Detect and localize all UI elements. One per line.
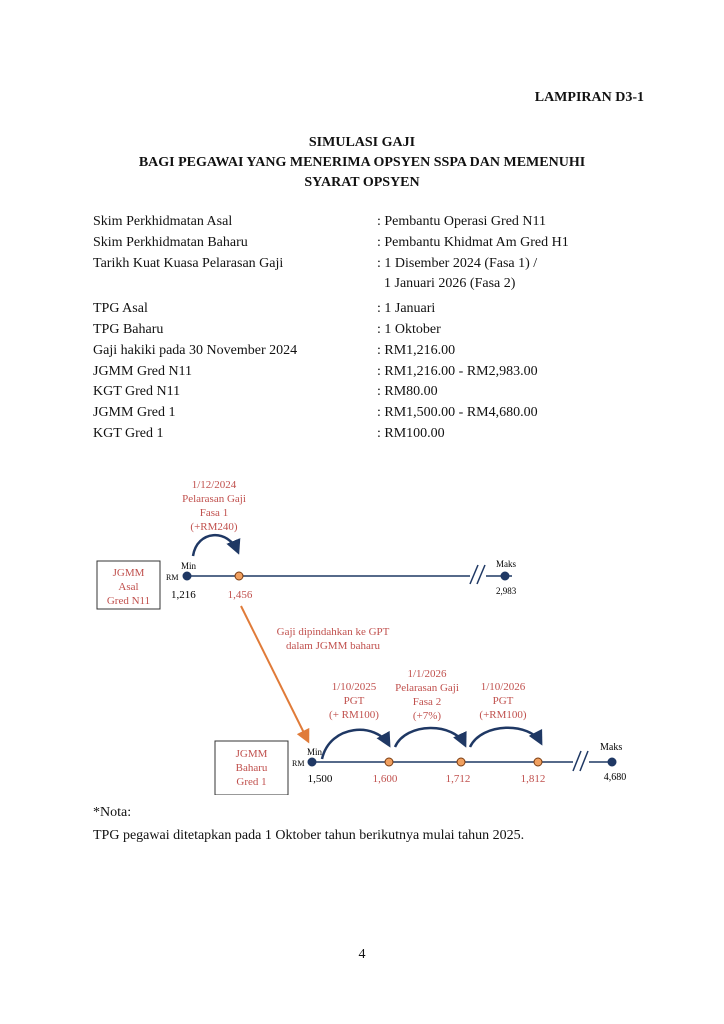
info-label: KGT Gred 1	[93, 425, 164, 441]
info-value: : 1 Januari	[377, 301, 436, 317]
title-line-3: SYARAT OPSYEN	[304, 175, 420, 190]
bottom-min-label: Min	[307, 747, 323, 757]
phase1-arrow	[193, 535, 238, 556]
top-break-mark	[477, 565, 485, 584]
bottom-step-dot	[385, 758, 393, 766]
info-row	[93, 341, 569, 362]
bottom-annotation-line: 1/10/2025	[331, 681, 377, 693]
bottom-annotation-line: PGT	[492, 695, 514, 707]
top-rm-label: RM	[166, 573, 179, 582]
bottom-value: 1,812	[520, 773, 546, 785]
transfer-note-line: dalam JGMM baharu	[285, 640, 381, 652]
bottom-break-mark	[573, 751, 581, 771]
info-value: : 1 Disember 2024 (Fasa 1) /	[377, 255, 538, 271]
bottom-break-mark	[580, 751, 588, 771]
bottom-annotation-line: (+RM100)	[479, 709, 527, 721]
info-row	[93, 254, 569, 275]
info-value: : RM100.00	[377, 425, 445, 441]
top-step-dot	[235, 572, 243, 580]
info-label: TPG Baharu	[93, 321, 164, 337]
page-number: 4	[358, 947, 366, 962]
bottom-annotation-line: Fasa 2	[412, 696, 442, 708]
pgt-2026-arrow	[470, 728, 541, 747]
bottom-annotation-line: 1/1/2026	[407, 668, 447, 680]
title-line-1: SIMULASI GAJI	[308, 135, 416, 150]
info-row	[93, 403, 569, 424]
info-value: : RM1,500.00 - RM4,680.00	[377, 405, 538, 421]
top-max-dot	[501, 572, 509, 580]
info-label: Tarikh Kuat Kuasa Pelarasan Gaji	[93, 255, 284, 271]
info-value: : Pembantu Khidmat Am Gred H1	[377, 234, 569, 250]
note-heading: *Nota:	[93, 805, 132, 820]
bottom-annotation-line: 1/10/2026	[480, 681, 526, 693]
appendix-label: LAMPIRAN D3-1	[534, 90, 644, 105]
bottom-value: 1,712	[445, 773, 471, 785]
salary-diagram	[0, 465, 724, 795]
bottom-box-line: Gred 1	[236, 776, 267, 788]
info-row	[93, 299, 569, 320]
info-value: : 1 Oktober	[377, 321, 441, 337]
top-annotation-line: Pelarasan Gaji	[182, 493, 246, 505]
info-row	[93, 424, 569, 445]
info-label: Skim Perkhidmatan Baharu	[93, 234, 248, 250]
top-box-line: JGMM	[112, 567, 145, 579]
info-label: JGMM Gred N11	[93, 363, 193, 379]
top-min-value: 1,216	[171, 589, 196, 601]
bottom-step-dot	[534, 758, 542, 766]
bottom-annotation-2	[395, 668, 459, 722]
bottom-annotation-line: Pelarasan Gaji	[395, 682, 459, 694]
bottom-max-dot	[608, 758, 616, 766]
top-max-label: Maks	[496, 559, 516, 569]
info-label: JGMM Gred 1	[93, 405, 176, 421]
info-label: TPG Asal	[93, 301, 148, 317]
bottom-annotation-line: (+ RM100)	[329, 709, 379, 721]
info-value: 1 Januari 2026 (Fasa 2)	[377, 276, 516, 292]
top-box-line: Asal	[118, 581, 139, 593]
info-row	[93, 362, 569, 383]
info-row	[93, 274, 569, 295]
top-box-line: Gred N11	[106, 595, 151, 607]
phase2-arrow	[395, 728, 465, 747]
info-row	[93, 382, 569, 403]
top-annotation-line: Fasa 1	[199, 507, 229, 519]
bottom-annotation-line: (+7%)	[412, 710, 442, 722]
bottom-box-line: JGMM	[235, 748, 268, 760]
title-line-2: BAGI PEGAWAI YANG MENERIMA OPSYEN SSPA DAN MEMENUHI	[138, 155, 586, 170]
top-break-mark	[470, 565, 478, 584]
bottom-max-label: Maks	[600, 742, 623, 753]
info-label: KGT Gred N11	[93, 384, 181, 400]
info-label: Gaji hakiki pada 30 November 2024	[93, 342, 298, 358]
top-step-value: 1,456	[227, 589, 253, 601]
bottom-value: 1,600	[372, 773, 398, 785]
top-annotation	[182, 479, 246, 533]
bottom-step-dot	[457, 758, 465, 766]
top-annotation-line: (+RM240)	[190, 521, 238, 533]
info-table	[93, 212, 569, 445]
bottom-min-dot	[308, 758, 316, 766]
note-section	[93, 801, 524, 847]
info-row	[93, 212, 569, 233]
info-label: Skim Perkhidmatan Asal	[93, 214, 233, 229]
bottom-value: 1,500	[307, 773, 333, 785]
info-value: : RM1,216.00	[377, 342, 456, 358]
bottom-box-line: Baharu	[235, 762, 268, 774]
bottom-max-value: 4,680	[603, 772, 627, 783]
bottom-annotation-3	[479, 681, 526, 721]
top-max-value: 2,983	[496, 586, 517, 596]
info-value: : RM80.00	[377, 384, 438, 400]
top-min-dot	[183, 572, 191, 580]
bottom-rm-label: RM	[292, 759, 305, 768]
info-value: : RM1,216.00 - RM2,983.00	[377, 363, 538, 379]
info-row	[93, 233, 569, 254]
pgt-2025-arrow	[322, 730, 389, 759]
bottom-annotation-1	[329, 681, 379, 721]
info-value: : Pembantu Operasi Gred N11	[377, 214, 546, 229]
transfer-note-line: Gaji dipindahkan ke GPT	[276, 626, 390, 638]
top-min-label: Min	[181, 561, 197, 571]
info-label	[93, 274, 377, 295]
bottom-annotation-line: PGT	[343, 695, 365, 707]
info-row	[93, 320, 569, 341]
note-text: TPG pegawai ditetapkan pada 1 Oktober tahun berikutnya mulai tahun 2025.	[93, 828, 525, 843]
document-title	[0, 133, 724, 193]
top-annotation-line: 1/12/2024	[191, 479, 237, 491]
